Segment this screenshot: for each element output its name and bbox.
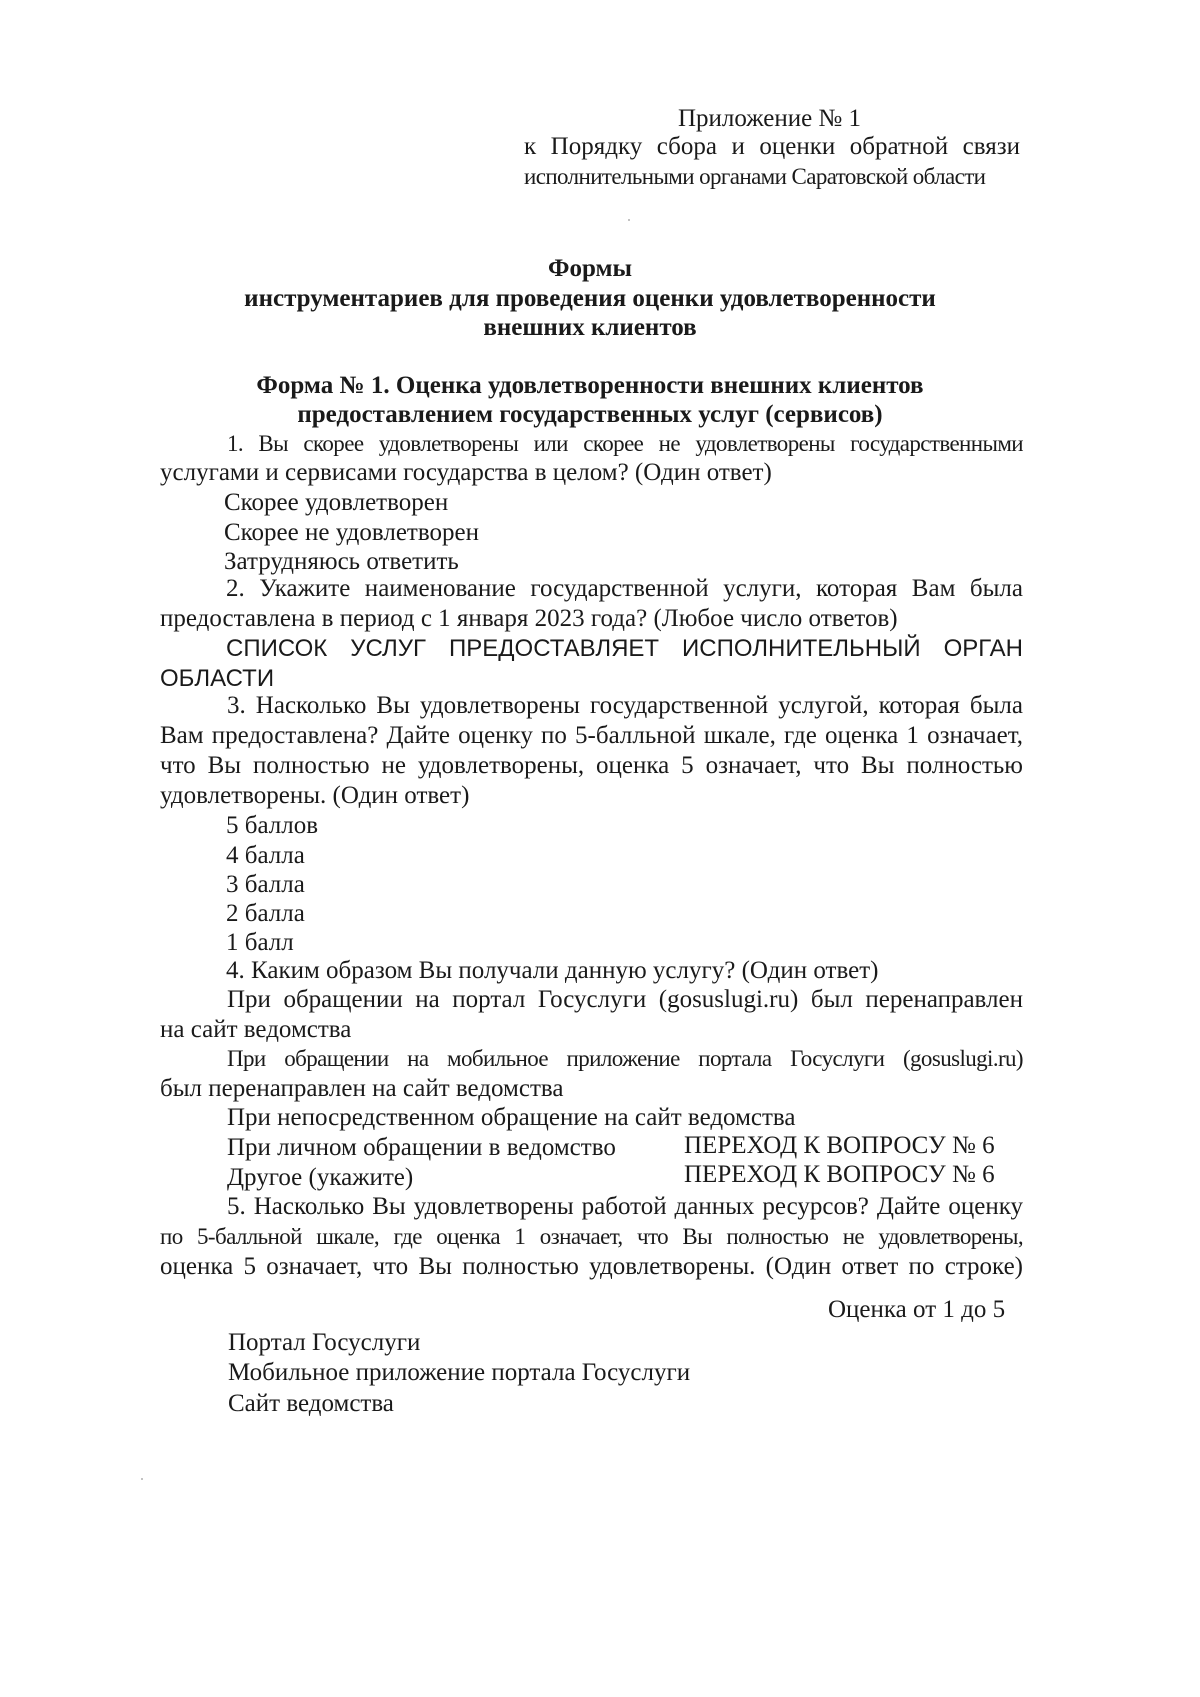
question-3-text-line-3: что Вы полностью не удовлетворены, оценка 5 означает, что Вы полностью — [160, 752, 1023, 779]
question-4-text: 4. Каким образом Вы получали данную услугу? (Один ответ) — [226, 957, 879, 984]
question-4-option-5-jump: ПЕРЕХОД К ВОПРОСУ № 6 — [684, 1161, 995, 1188]
question-4-option-4: При личном обращении в ведомство — [227, 1134, 616, 1161]
document-subtitle-line-2: внешних клиентов — [483, 314, 697, 341]
question-1-option: Скорее не удовлетворен — [224, 519, 479, 546]
question-4-option-3: При непосредственном обращение на сайт ведомства — [227, 1104, 796, 1131]
question-3-option: 5 баллов — [226, 812, 319, 839]
appendix-number: Приложение № 1 — [678, 105, 862, 132]
document-title: Формы — [547, 255, 633, 282]
form-1-heading-line-2: предоставлением государственных услуг (сервисов) — [297, 401, 883, 428]
question-4-option-2-line-1: При обращении на мобильное приложение портала Госуслуги (gosuslugi.ru) — [227, 1046, 1023, 1071]
document-subtitle-line-1: инструментариев для проведения оценки удовлетворенности — [244, 285, 936, 312]
question-5-text-line-3: оценка 5 означает, что Вы полностью удовлетворены. (Один ответ по строке) — [160, 1253, 1023, 1280]
question-4-option-4-jump: ПЕРЕХОД К ВОПРОСУ № 6 — [684, 1132, 995, 1159]
question-5-row: Портал Госуслуги — [228, 1329, 421, 1356]
question-3-text-line-1: 3. Насколько Вы удовлетворены государственной услугой, которая была — [227, 692, 1023, 719]
question-3-text-line-4: удовлетворены. (Один ответ) — [160, 782, 470, 809]
question-5-text-line-2: по 5-балльной шкале, где оценка 1 означает, что Вы полностью не удовлетворены, — [160, 1224, 1023, 1249]
question-2-text-line-2: предоставлена в период с 1 января 2023 года? (Любое число ответов) — [160, 605, 898, 632]
question-3-option: 1 балл — [226, 929, 294, 956]
question-5-text-line-1: 5. Насколько Вы удовлетворены работой данных ресурсов? Дайте оценку — [227, 1193, 1023, 1220]
scan-speck — [628, 219, 630, 221]
question-3-option: 3 балла — [226, 871, 305, 898]
question-2-note-line-1: СПИСОК УСЛУГ ПРЕДОСТАВЛЯЕТ ИСПОЛНИТЕЛЬНЫЙ ОРГАН — [226, 635, 1023, 662]
question-4-option-1-line-1: При обращении на портал Госуслуги (gosuslugi.ru) был перенаправлен — [227, 986, 1023, 1013]
question-4-option-5: Другое (укажите) — [227, 1164, 414, 1191]
question-2-note-line-2: ОБЛАСТИ — [160, 665, 275, 692]
question-5-scale-label: Оценка от 1 до 5 — [828, 1296, 1006, 1323]
question-3-text-line-2: Вам предоставлена? Дайте оценку по 5-балльной шкале, где оценка 1 означает, — [160, 722, 1023, 749]
scan-speck — [141, 1478, 143, 1480]
question-1-text-line-1: 1. Вы скорее удовлетворены или скорее не удовлетворены государственными — [227, 431, 1023, 456]
appendix-order-reference: к Порядку сбора и оценки обратной связи — [524, 133, 1020, 160]
form-1-heading-line-1: Форма № 1. Оценка удовлетворенности внешних клиентов — [256, 372, 924, 399]
question-3-option: 2 балла — [226, 900, 305, 927]
question-4-option-1-line-2: на сайт ведомства — [160, 1016, 352, 1043]
question-3-option: 4 балла — [226, 842, 305, 869]
question-4-option-2-line-2: был перенаправлен на сайт ведомства — [160, 1075, 564, 1102]
question-2-text-line-1: 2. Укажите наименование государственной услуги, которая Вам была — [226, 575, 1023, 602]
question-1-text-line-2: услугами и сервисами государства в целом? (Один ответ) — [160, 459, 772, 486]
question-1-option: Затрудняюсь ответить — [224, 548, 459, 575]
question-5-row: Сайт ведомства — [228, 1390, 394, 1417]
question-5-row: Мобильное приложение портала Госуслуги — [228, 1359, 691, 1386]
appendix-bodies-reference: исполнительными органами Саратовской области — [524, 164, 986, 189]
question-1-option: Скорее удовлетворен — [224, 489, 449, 516]
